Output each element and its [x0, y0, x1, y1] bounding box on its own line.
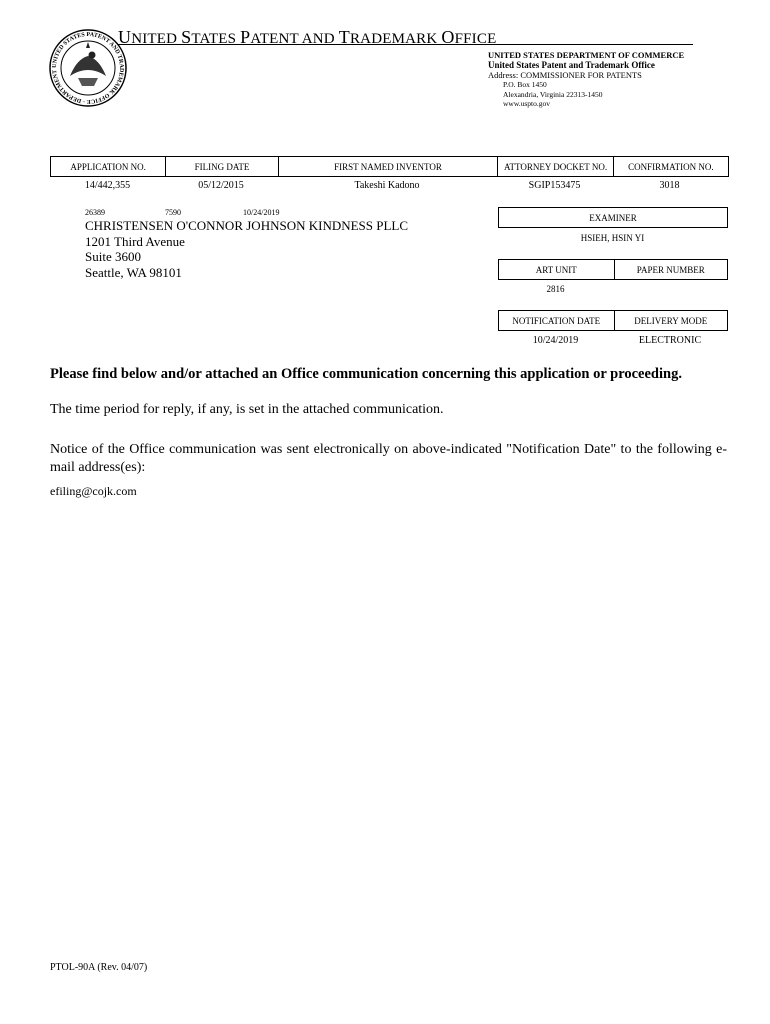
header-first-inventor: FIRST NAMED INVENTOR: [279, 157, 499, 176]
art-unit-label: ART UNIT: [499, 260, 615, 279]
art-unit-header: [498, 259, 728, 280]
header-application-no: APPLICATION NO.: [51, 157, 166, 176]
value-first-inventor: Takeshi Kadono: [354, 180, 420, 191]
office-title-word: PATENT AND: [240, 27, 335, 47]
examiner-header: [498, 207, 728, 228]
delivery-mode-label: DELIVERY MODE: [634, 315, 708, 326]
examiner-name: HSIEH, HSIN YI: [580, 233, 645, 243]
address-line: www.uspto.gov: [503, 99, 551, 108]
address-recipient: COMMISSIONER FOR PATENTS: [520, 70, 642, 80]
value-application-no: 14/442,355: [84, 180, 131, 191]
value-filing-date: 05/12/2015: [198, 180, 244, 191]
address-line: Suite 3600: [85, 249, 141, 264]
code-7590: 7590: [165, 208, 181, 217]
notification-header: [498, 310, 728, 331]
address-line: Alexandria, Virginia 22313-1450: [503, 89, 603, 99]
address-line: Seattle, WA 98101: [85, 264, 182, 280]
art-unit-value: 2816: [546, 284, 565, 294]
address-line: CHRISTENSEN O'CONNOR JOHNSON KINDNESS PLLC: [85, 218, 409, 233]
notification-date-label: NOTIFICATION DATE: [499, 311, 615, 330]
correspondence-address: [85, 218, 408, 280]
address-lines: [503, 80, 602, 109]
value-attorney-docket: SGIP153475: [528, 180, 581, 191]
mail-date: 10/24/2019: [243, 208, 280, 217]
value-confirmation-no: 3018: [659, 180, 680, 191]
office-communication-notice: Please find below and/or attached an Office communication concerning this application or proceeding.: [50, 366, 682, 382]
office-title-word: STATES: [181, 27, 237, 47]
paper-number-label: PAPER NUMBER: [636, 264, 705, 275]
address-line: 1201 Third Avenue: [85, 233, 185, 249]
form-identifier: PTOL-90A (Rev. 04/07): [50, 962, 148, 973]
address-to: [488, 70, 642, 80]
delivery-mode-value: ELECTRONIC: [638, 335, 702, 346]
email-address: efiling@cojk.com: [50, 484, 137, 498]
header-confirmation-no: CONFIRMATION NO.: [628, 161, 714, 172]
office-title-word: OFFICE: [441, 27, 497, 47]
header-rule: [118, 44, 693, 45]
office-title-word: TRADEMARK: [338, 27, 438, 47]
application-table-header: [50, 156, 729, 177]
header-filing-date: FILING DATE: [166, 157, 278, 176]
application-table-values: [50, 180, 727, 191]
department-name: UNITED STATES DEPARTMENT OF COMMERCE: [488, 50, 685, 60]
address-line: P.O. Box 1450: [503, 80, 547, 89]
notification-date-value: 10/24/2019: [532, 335, 579, 346]
uspto-seal-logo: [48, 28, 128, 108]
svg-text:UNITED STATES PATENT AND TRADE: UNITED STATES PATENT AND TRADEMARK OFFICE · DEPARTMENT: [51, 31, 125, 105]
examiner-label: EXAMINER: [589, 212, 637, 223]
office-title-word: UNITED: [118, 27, 178, 47]
address-label: Address:: [488, 70, 519, 80]
customer-code: 26389: [85, 208, 105, 217]
reply-period-text: The time period for reply, if any, is set in the attached communication.: [50, 402, 444, 417]
header-attorney-docket: ATTORNEY DOCKET NO.: [498, 157, 613, 176]
agency-name: United States Patent and Trademark Office: [488, 60, 655, 70]
electronic-notice-text: Notice of the Office communication was sent electronically on above-indicated "Notification Date" to the following e-mail address(es):: [50, 442, 727, 475]
notification-values: [498, 335, 727, 346]
